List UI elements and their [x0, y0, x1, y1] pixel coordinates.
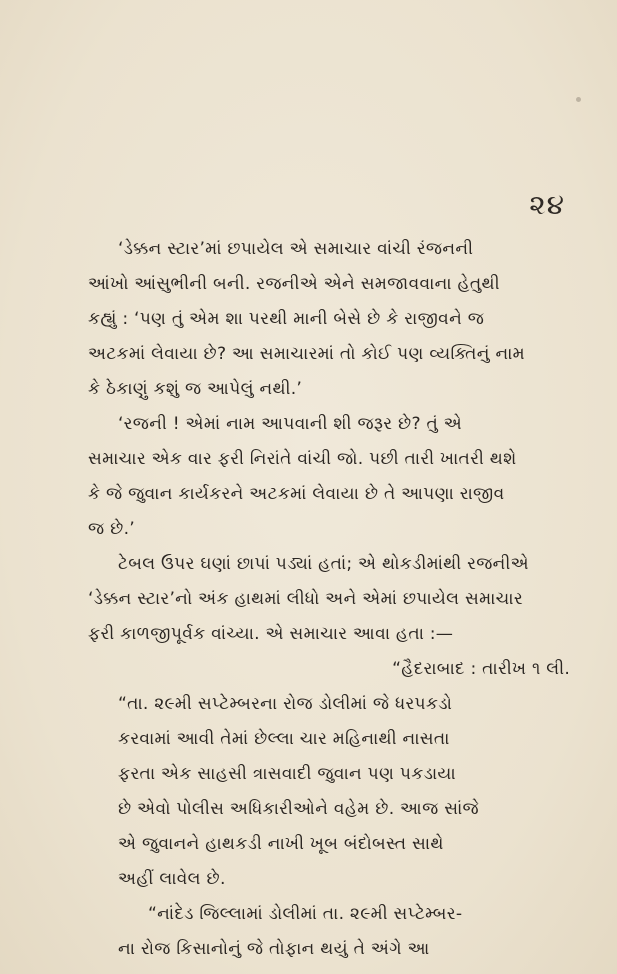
text-line: કહ્યું : ‘પણ તું એમ શા પરથી માની બેસે છે કે રાજીવને જ: [88, 309, 485, 329]
text-line: કે ઠેકાણું કશું જ આપેલું નથી.’: [88, 379, 303, 399]
speck-mark: [576, 97, 581, 102]
quote-line: એ જુવાનને હાથકડી નાખી ખૂબ બંદોબસ્ત સાથે: [118, 834, 444, 854]
text-line: ‘રજની ! એમાં નામ આપવાની શી જરૂર છે? તું એ: [118, 414, 463, 434]
text-line: ટેબલ ઉપર ઘણાં છાપાં પડ્યાં હતાં; એ થોકડીમાંથી રજનીએ: [118, 554, 529, 574]
quote-line: અહીં લાવેલ છે.: [118, 869, 226, 889]
text-line: કે જે જુવાન કાર્યકરને અટકમાં લેવાયા છે તે આપણા રાજીવ: [88, 484, 505, 504]
text-line: અટકમાં લેવાયા છે? આ સમાચારમાં તો કોઈ પણ વ્યક્તિનું નામ: [88, 344, 525, 364]
body-text: [88, 232, 588, 967]
quote-line: કરવામાં આવી તેમાં છેલ્લા ચાર મહિનાથી નાસતા: [118, 729, 450, 749]
text-line: જ છે.’: [88, 519, 135, 539]
quote-line: “નાંદેડ જિલ્લામાં ડોલીમાં તા. ૨૯મી સપ્ટેમ્બર-: [148, 904, 463, 924]
text-line: ‘ડેક્કન સ્ટાર’નો અંક હાથમાં લીધો અને એમાં છપાયેલ સમાચાર: [88, 589, 523, 609]
text-line: આંખો આંસુભીની બની. રજનીએ એને સમજાવવાના હેતુથી: [88, 274, 500, 294]
quote-line: ફરતા એક સાહસી ત્રાસવાદી જુવાન પણ પકડાયા: [118, 764, 456, 784]
quote-line: “તા. ૨૯મી સપ્ટેમ્બરના રોજ ડોલીમાં જે ધરપકડો: [118, 694, 453, 714]
quote-line: છે એવો પોલીસ અધિકારીઓને વહેમ છે. આજ સાંજે: [118, 799, 480, 819]
quote-line: ના રોજ કિસાનોનું જે તોફાન થયું તે અંગે આ: [118, 939, 430, 959]
text-line: સમાચાર એક વાર ફરી નિરાંતે વાંચી જો. પછી તારી ખાતરી થશે: [88, 449, 517, 469]
text-line: ‘ડેક્કન સ્ટાર’માં છપાયેલ એ સમાચાર વાંચી રંજનની: [118, 239, 474, 259]
page-number: ૨૪: [529, 188, 565, 221]
text-line: ફરી કાળજીપૂર્વક વાંચ્યા. એ સમાચાર આવા હતા :—: [88, 624, 454, 644]
dateline: “હૈદરાબાદ : તારીખ ૧ લી.: [392, 659, 570, 679]
